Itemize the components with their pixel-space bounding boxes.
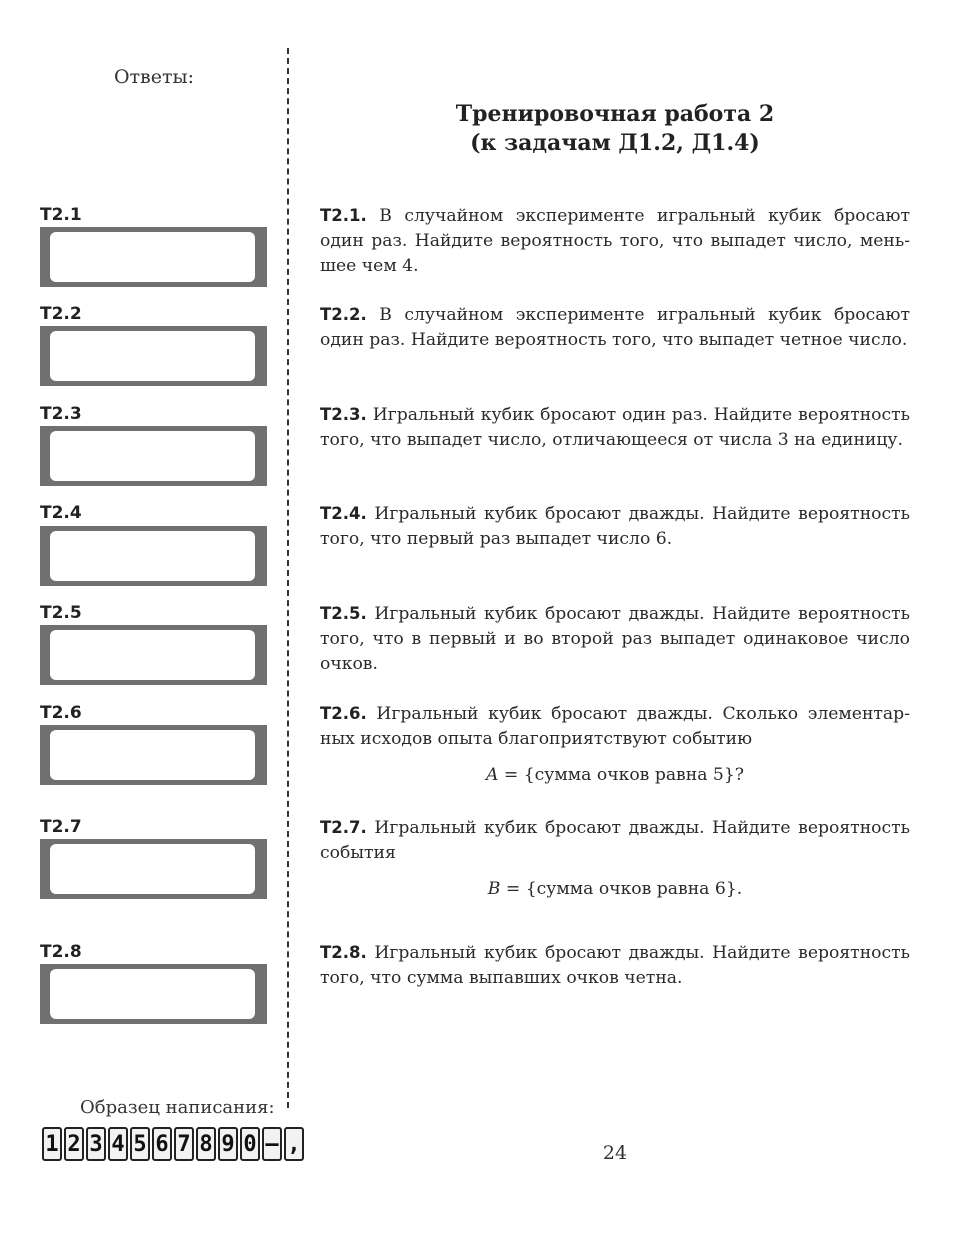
answer-label-t2-7: Т2.7 <box>40 817 82 837</box>
task-t2-8 <box>320 940 910 991</box>
task-text: Игральный кубик бросают дважды. Найдите вероятность того, что в первый и во второй раз выпадет одинаковое число очков. <box>320 604 910 674</box>
sample-char: 5 <box>130 1127 150 1161</box>
answer-label-t2-4: Т2.4 <box>40 503 82 523</box>
answers-header: Ответы: <box>113 66 195 88</box>
page-number: 24 <box>602 1142 628 1164</box>
task-t2-2 <box>320 302 910 353</box>
formula-variable: A <box>486 765 499 785</box>
answer-label-t2-3: Т2.3 <box>40 404 82 424</box>
formula-variable: B <box>487 879 501 899</box>
answer-box-t2-5[interactable] <box>40 625 267 685</box>
sample-char: 7 <box>174 1127 194 1161</box>
task-number: Т2.4. <box>320 504 367 523</box>
sample-char: 0 <box>240 1127 260 1161</box>
task-number: Т2.7. <box>320 818 367 837</box>
task-number: Т2.6. <box>320 704 367 723</box>
task-number: Т2.2. <box>320 305 367 324</box>
task-t2-3 <box>320 402 910 453</box>
sample-char: 8 <box>196 1127 216 1161</box>
answer-field[interactable] <box>50 531 255 581</box>
page-title <box>320 100 910 158</box>
task-text: Игральный кубик бросают дважды. Сколько элементарных исходов опыта благоприятствуют событию <box>320 704 910 749</box>
answer-field[interactable] <box>50 630 255 680</box>
sample-char: 9 <box>218 1127 238 1161</box>
task-text: Игральный кубик бросают дважды. Найдите вероятность события <box>320 818 910 863</box>
sample-char: 3 <box>86 1127 106 1161</box>
answer-box-t2-6[interactable] <box>40 725 267 785</box>
answer-box-t2-4[interactable] <box>40 526 267 586</box>
task-text: Игральный кубик бросают дважды. Найдите вероятность того, что сумма выпавших очков четна. <box>320 943 910 988</box>
sample-char: 6 <box>152 1127 172 1161</box>
sample-digits-row <box>42 1127 304 1161</box>
answer-label-t2-1: Т2.1 <box>40 205 82 225</box>
task-number: Т2.3. <box>320 405 367 424</box>
cut-line-divider <box>287 48 289 1108</box>
title-line-2: (к задачам Д1.2, Д1.4) <box>470 130 760 156</box>
answer-label-t2-8: Т2.8 <box>40 942 82 962</box>
task-t2-1 <box>320 203 910 279</box>
answer-box-t2-8[interactable] <box>40 964 267 1024</box>
formula-text: = {сумма очков равна 6}. <box>500 879 743 899</box>
answer-field[interactable] <box>50 232 255 282</box>
answer-label-t2-6: Т2.6 <box>40 703 82 723</box>
task-number: Т2.5. <box>320 604 367 623</box>
task-t2-5 <box>320 601 910 677</box>
answer-box-t2-3[interactable] <box>40 426 267 486</box>
task-formula <box>320 763 910 788</box>
answer-field[interactable] <box>50 730 255 780</box>
sample-char: 2 <box>64 1127 84 1161</box>
task-text: В случайном эксперименте игральный кубик бросают один раз. Найдите вероятность того, что выпадет число, меньшее чем 4. <box>320 206 911 276</box>
task-t2-7 <box>320 815 910 902</box>
answer-box-t2-2[interactable] <box>40 326 267 386</box>
answer-field[interactable] <box>50 331 255 381</box>
answer-box-t2-1[interactable] <box>40 227 267 287</box>
answer-field[interactable] <box>50 431 255 481</box>
task-text: В случайном эксперименте игральный кубик бросают один раз. Найдите вероятность того, что выпадет четное число. <box>320 305 911 350</box>
task-text: Игральный кубик бросают один раз. Найдите вероятность того, что выпадет число, отличающееся от числа 3 на единицу. <box>320 405 910 450</box>
answer-box-t2-7[interactable] <box>40 839 267 899</box>
sample-char: – <box>262 1127 282 1161</box>
task-formula <box>320 877 910 902</box>
task-text: Игральный кубик бросают дважды. Найдите вероятность того, что первый раз выпадет число 6. <box>320 504 910 549</box>
sample-char: 1 <box>42 1127 62 1161</box>
answer-field[interactable] <box>50 969 255 1019</box>
answer-label-t2-5: Т2.5 <box>40 603 82 623</box>
answer-field[interactable] <box>50 844 255 894</box>
sample-char: , <box>284 1127 304 1161</box>
title-line-1: Тренировочная работа 2 <box>455 101 775 127</box>
sample-char: 4 <box>108 1127 128 1161</box>
task-t2-6 <box>320 701 910 788</box>
formula-text: = {сумма очков равна 5}? <box>498 765 744 785</box>
task-t2-4 <box>320 501 910 552</box>
sample-writing-label: Образец написания: <box>80 1097 275 1118</box>
task-number: Т2.1. <box>320 206 367 225</box>
answer-label-t2-2: Т2.2 <box>40 304 82 324</box>
task-number: Т2.8. <box>320 943 367 962</box>
